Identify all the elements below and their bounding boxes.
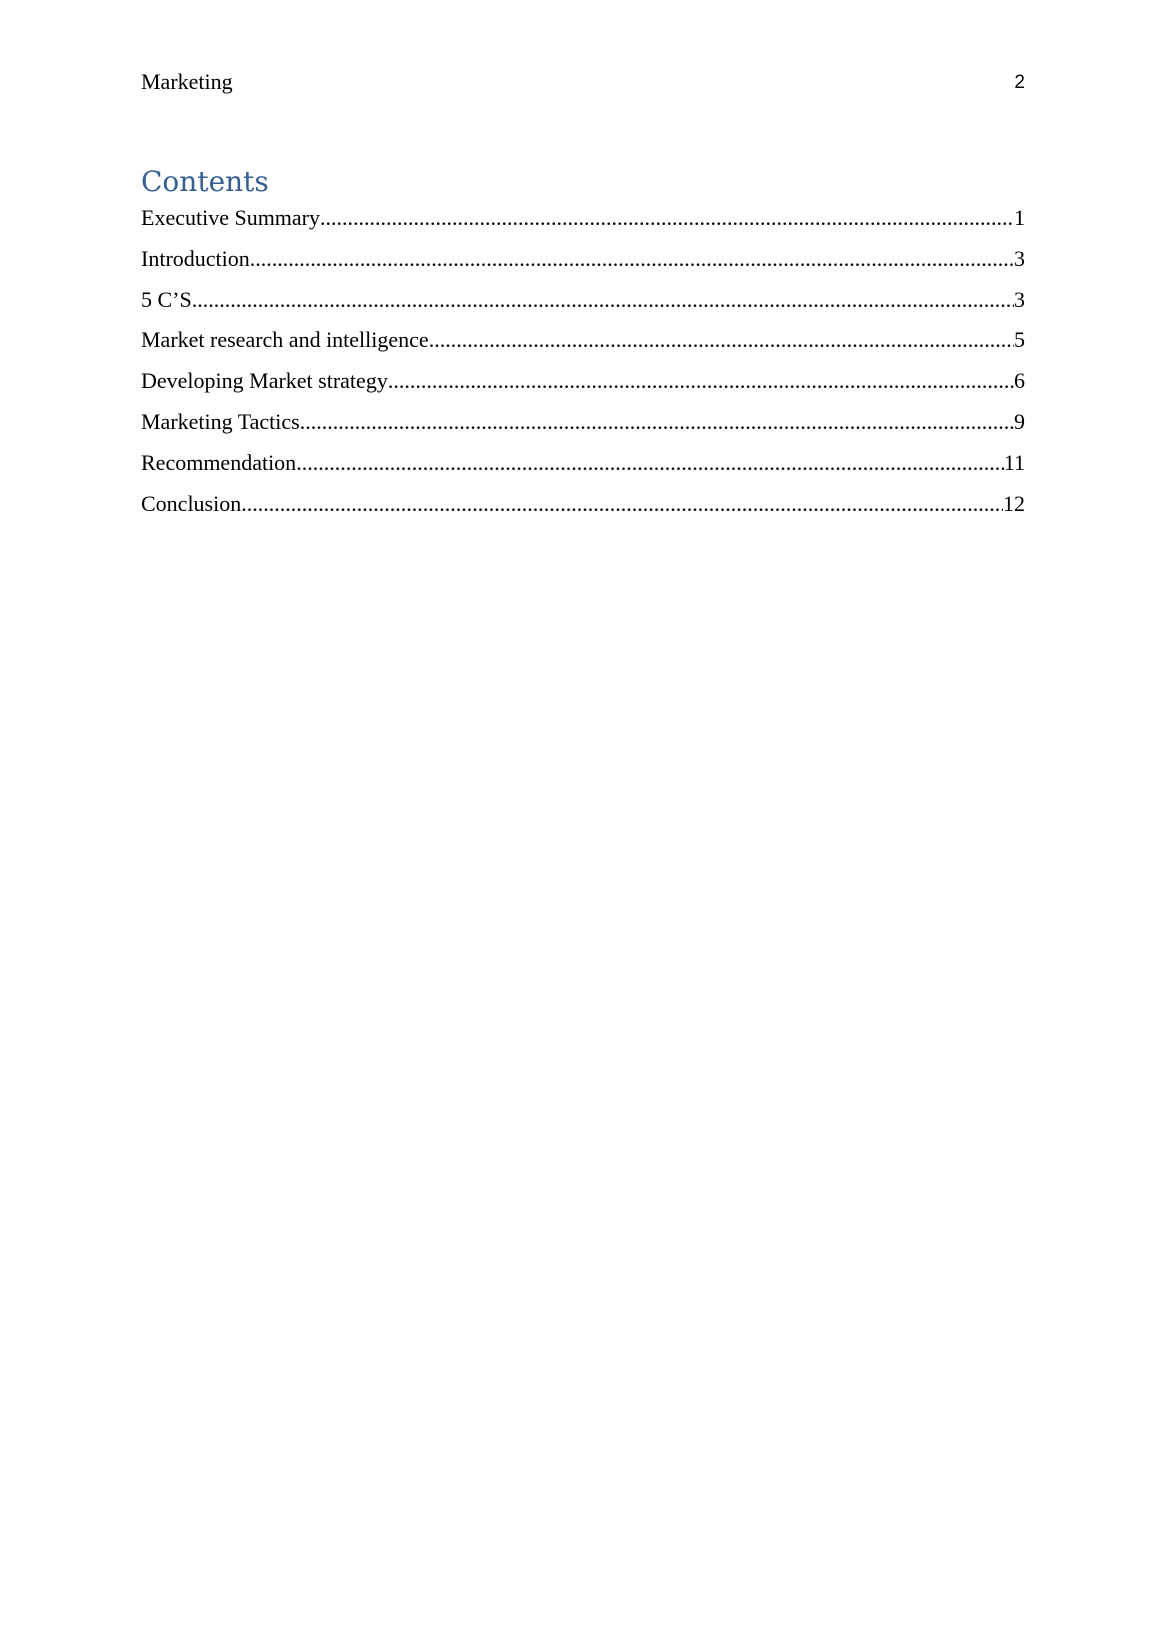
toc-entry-page: 5 bbox=[1014, 327, 1025, 353]
toc-entry[interactable] bbox=[141, 285, 1025, 326]
toc-dot-leader bbox=[300, 407, 1014, 437]
toc-dot-leader bbox=[250, 244, 1014, 274]
table-of-contents bbox=[141, 203, 1025, 529]
toc-entry-label: Conclusion bbox=[141, 490, 242, 516]
toc-entry-label: Developing Market strategy bbox=[141, 368, 388, 394]
toc-dot-leader bbox=[388, 366, 1014, 396]
toc-entry-page: 9 bbox=[1014, 408, 1025, 434]
toc-entry-label: 5 C’S bbox=[141, 286, 192, 312]
toc-dot-leader bbox=[192, 285, 1014, 315]
toc-entry[interactable] bbox=[141, 448, 1025, 489]
toc-entry-page: 3 bbox=[1014, 286, 1025, 312]
toc-dot-leader bbox=[429, 325, 1014, 355]
page-number: 2 bbox=[1014, 72, 1025, 93]
toc-entry[interactable] bbox=[141, 244, 1025, 285]
toc-entry-label: Executive Summary bbox=[141, 205, 321, 230]
toc-entry-page: 12 bbox=[1003, 490, 1025, 516]
toc-entry[interactable] bbox=[141, 325, 1025, 366]
toc-entry-label: Recommendation bbox=[141, 449, 297, 475]
header-title: Marketing bbox=[141, 69, 233, 94]
toc-heading: Contents bbox=[141, 165, 269, 198]
toc-entry-page: 1 bbox=[1014, 205, 1025, 230]
toc-entry-label: Marketing Tactics bbox=[141, 408, 300, 434]
toc-entry-label: Introduction bbox=[141, 245, 250, 271]
toc-entry[interactable] bbox=[141, 203, 1025, 244]
toc-dot-leader bbox=[320, 203, 1014, 233]
toc-dot-leader bbox=[296, 448, 1004, 478]
toc-dot-leader bbox=[241, 489, 1003, 519]
toc-entry-page: 6 bbox=[1014, 368, 1025, 394]
page-header bbox=[141, 66, 1025, 98]
toc-entry[interactable] bbox=[141, 489, 1025, 530]
toc-entry-page: 11 bbox=[1003, 449, 1025, 475]
toc-entry[interactable] bbox=[141, 366, 1025, 407]
toc-entry-label: Market research and intelligence bbox=[141, 327, 429, 353]
toc-entry[interactable] bbox=[141, 407, 1025, 448]
toc-entry-page: 3 bbox=[1014, 245, 1025, 271]
